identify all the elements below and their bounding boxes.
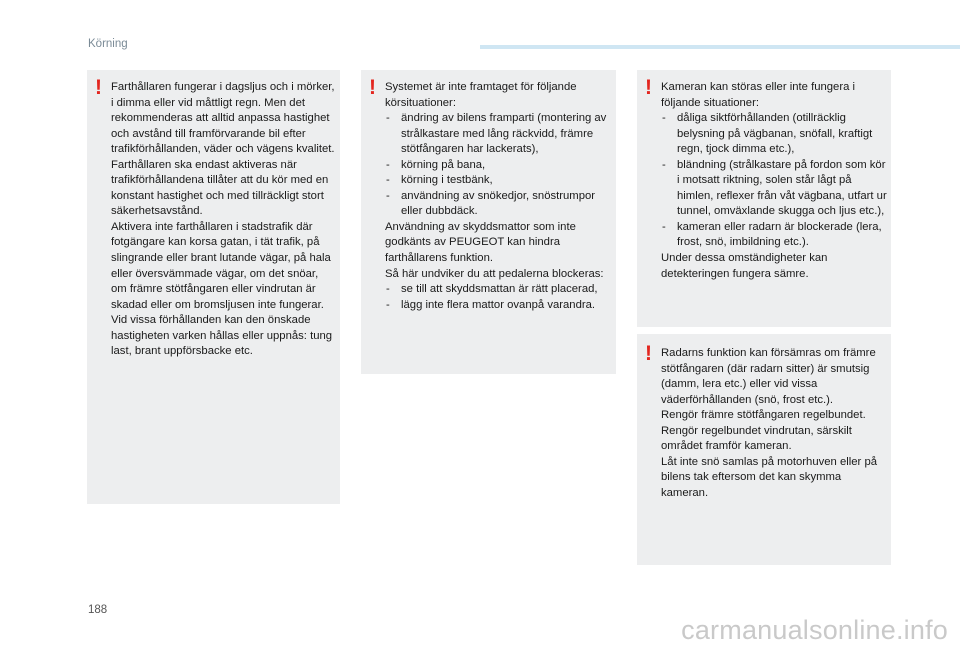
list-item: - körning i testbänk, bbox=[385, 173, 612, 189]
warning-box-radar bbox=[637, 334, 891, 565]
warning-box-cruise-control bbox=[87, 70, 340, 504]
warning-box-camera bbox=[637, 70, 891, 327]
warning-box-content bbox=[111, 80, 336, 360]
bullet-list bbox=[661, 111, 887, 251]
warning-exclamation-icon: ! bbox=[645, 76, 652, 99]
bullet-list bbox=[385, 282, 612, 313]
paragraph: Aktivera inte farthållaren i stadstrafik där fotgängare kan korsa gatan, i tät trafik, på slingrande eller brant lutande vägar, på hala eller översvämmade vägar, om det snöar, om främre stötfångaren eller vindrutan är skadad eller om bromsljusen inte fungerar. bbox=[111, 220, 331, 311]
bullet-list bbox=[385, 111, 612, 220]
warning-exclamation-icon: ! bbox=[95, 76, 102, 99]
list-item: - kameran eller radarn är blockerade (lera, frost, snö, imbildning etc.). bbox=[661, 220, 887, 251]
paragraph: Rengör regelbundet vindrutan, särskilt området framför kameran. bbox=[661, 424, 852, 453]
warning-box-content bbox=[385, 80, 612, 313]
paragraph: Låt inte snö samlas på motorhuven eller på bilens tak eftersom det kan skymma kameran. bbox=[661, 455, 878, 499]
list-item: - se till att skyddsmattan är rätt placerad, bbox=[385, 282, 612, 298]
header-accent-bar bbox=[480, 45, 960, 49]
paragraph: Användning av skyddsmattor som inte godkänts av PEUGEOT kan hindra farthållarens funktion. bbox=[385, 220, 576, 265]
paragraph: Under dessa omständigheter kan detekteringen fungera sämre. bbox=[661, 252, 828, 280]
paragraph: Radarns funktion kan försämras om främre stötfångaren (där radarn sitter) är smutsig (damm, lera etc.) eller vid vissa väderförhållanden (snö, frost etc.). bbox=[661, 347, 876, 406]
paragraph: Vid vissa förhållanden kan den önskade hastigheten varken hållas eller uppnås: tung last, brant uppförsbacke etc. bbox=[111, 314, 333, 358]
warning-exclamation-icon: ! bbox=[369, 76, 376, 99]
paragraph: Rengör främre stötfångaren regelbundet. bbox=[661, 409, 866, 422]
watermark: carmanualsonline.info bbox=[681, 615, 948, 645]
section-title: Körning bbox=[88, 38, 128, 50]
paragraph: Systemet är inte framtaget för följande körsituationer: bbox=[385, 81, 577, 109]
list-item: - bländning (strålkastare på fordon som kör i motsatt riktning, solen står lågt på himlen, reflexer från våt vägbana, utfart ur tunnel, omväxlande skugga och ljus etc.), bbox=[661, 158, 887, 220]
warning-box-content bbox=[661, 80, 887, 282]
list-item: - lägg inte flera mattor ovanpå varandra. bbox=[385, 298, 612, 314]
list-item: - användning av snökedjor, snöstrumpor eller dubbdäck. bbox=[385, 189, 612, 220]
page-number: 188 bbox=[88, 604, 108, 616]
warning-exclamation-icon: ! bbox=[645, 342, 652, 365]
list-item: - ändring av bilens framparti (montering av strålkastare med lång räckvidd, främre stötfångaren har lackerats), bbox=[385, 111, 612, 158]
paragraph: Farthållaren fungerar i dagsljus och i mörker, i dimma eller vid måttligt regn. Men det rekommenderas att alltid anpassa hastighet och avstånd till framförvarande bil efter trafikförhållanden, väder och vägens kvalitet. bbox=[111, 81, 335, 156]
paragraph: Kameran kan störas eller inte fungera i följande situationer: bbox=[661, 81, 856, 109]
list-item: - dåliga siktförhållanden (otillräcklig belysning på vägbanan, snöfall, kraftigt regn, tjock dimma etc.), bbox=[661, 111, 887, 158]
warning-box-system-limitations bbox=[361, 70, 616, 374]
paragraph: Farthållaren ska endast aktiveras när trafikförhållandena tillåter att du kör med en konstant hastighet och med tillräckligt stort säkerhetsavstånd. bbox=[111, 158, 329, 218]
warning-box-content bbox=[661, 346, 887, 501]
paragraph: Så här undviker du att pedalerna blockeras: bbox=[385, 267, 604, 280]
list-item: - körning på bana, bbox=[385, 158, 612, 174]
